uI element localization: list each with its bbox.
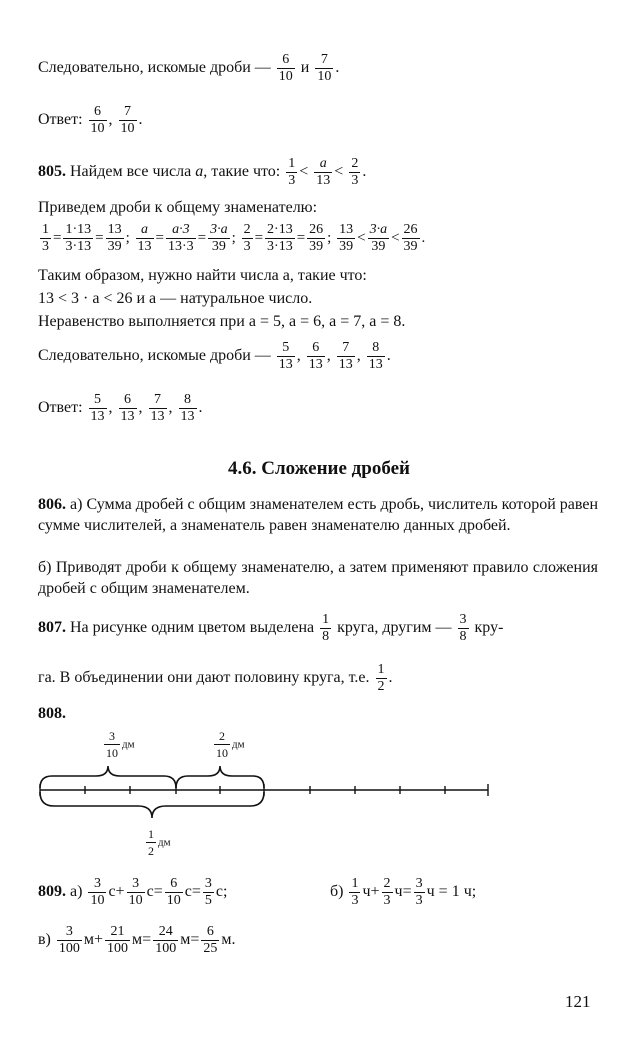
brace-top-right xyxy=(176,766,264,788)
segment-label-3-10: $\frac{3}{10}$ дм xyxy=(106,729,135,760)
brace-bottom xyxy=(40,792,264,818)
problem-807-line2: га. В объединении они дают половину круга, т.е. $\frac{1}{2}$ . xyxy=(38,662,393,694)
problem-805-text-d: 13 < 3 · a < 26 и a — натуральное число. xyxy=(38,290,313,307)
problem-805-text-c: Таким образом, нужно найти числа a, такие что: xyxy=(38,267,367,284)
section-heading: 4.6. Сложение дробей xyxy=(227,458,410,479)
problem-806-b: б) Приводят дроби к общему знаменателю, а затем применяют правило сложения дробей с общим знаменателем. xyxy=(38,559,598,597)
problem-809-a: 809. а) $\frac{3}{10}$ с+ $\frac{3}{10}$ с= $\frac{6}{10}$ с= $\frac{3}{5}$ с; xyxy=(38,876,228,908)
problem-809-b: б) $\frac{1}{3}$ ч+ $\frac{2}{3}$ ч= $\frac{3}{3}$ ч = 1 ч; xyxy=(330,876,477,908)
problem-806-a: 806. а) Сумма дробей с общим знаменателем есть дробь, числитель которой равен сумме числителей, а знаменатель равен знаменателю данных дробей. xyxy=(38,496,599,534)
problem-807-line1: 807. На рисунке одним цветом выделена $\frac{1}{8}$ круга, другим — $\frac{3}{8}$ кру- xyxy=(38,612,504,644)
problem-805-text-e: Неравенство выполняется при a = 5, a = 6, a = 7, a = 8. xyxy=(38,313,406,330)
conclusion-line: Следовательно, искомые дроби — $\frac{6}{10}$ и $\frac{7}{10}$ . xyxy=(38,52,340,84)
page-number: 121 xyxy=(565,992,591,1011)
problem-809-v: в) $\frac{3}{100}$ м+ $\frac{21}{100}$ м= $\frac{24}{100}$ м= $\frac{6}{25}$ м. xyxy=(38,924,236,956)
segment-label-2-10: $\frac{2}{10}$ дм xyxy=(216,729,245,760)
answer-line: Ответ: $\frac{6}{10}$ , $\frac{7}{10}$ . xyxy=(38,104,143,136)
problem-805-equations: $\frac{1}{3}$ = $\frac{1\cdot 13}{3\cdot 13}$ = $\frac{13}{39}$ ; $\frac{a}{13}$ = $\frac{a\cdot 3}{13\cdot 3}$ = $\frac{3\cdot a}{39}$ ; $\frac{2}{3}$ = $\frac{2\cdot 13}{3\cdot 13}$ = $\frac{26}{39}$ ; $\frac{13}{39}$ < $\frac{3\cdot a}{39}$ < $\frac{26}{39}$ . xyxy=(42,222,426,254)
segment-label-1-2: $\frac{1}{2}$ дм xyxy=(148,827,171,858)
fraction: $\frac{6}{10}$ xyxy=(278,52,293,84)
problem-805-statement: 805. Найдем все числа a, такие что: $\frac{1}{3}$ < $\frac{a}{13}$ < $\frac{2}{3}$ . xyxy=(38,156,367,188)
problem-805-answer: Ответ: $\frac{5}{13}$ , $\frac{6}{13}$ , $\frac{7}{13}$ , $\frac{8}{13}$ . xyxy=(38,392,203,424)
fraction: $\frac{7}{10}$ xyxy=(317,52,332,84)
problem-805-step: Приведем дроби к общему знаменателю: xyxy=(38,199,318,216)
problem-805-conclusion: Следовательно, искомые дроби — $\frac{5}{13}$ , $\frac{6}{13}$ , $\frac{7}{13}$ , $\frac{8}{13}$ . xyxy=(38,340,391,372)
brace-top-left xyxy=(40,766,176,788)
problem-808-label: 808. xyxy=(38,705,66,722)
